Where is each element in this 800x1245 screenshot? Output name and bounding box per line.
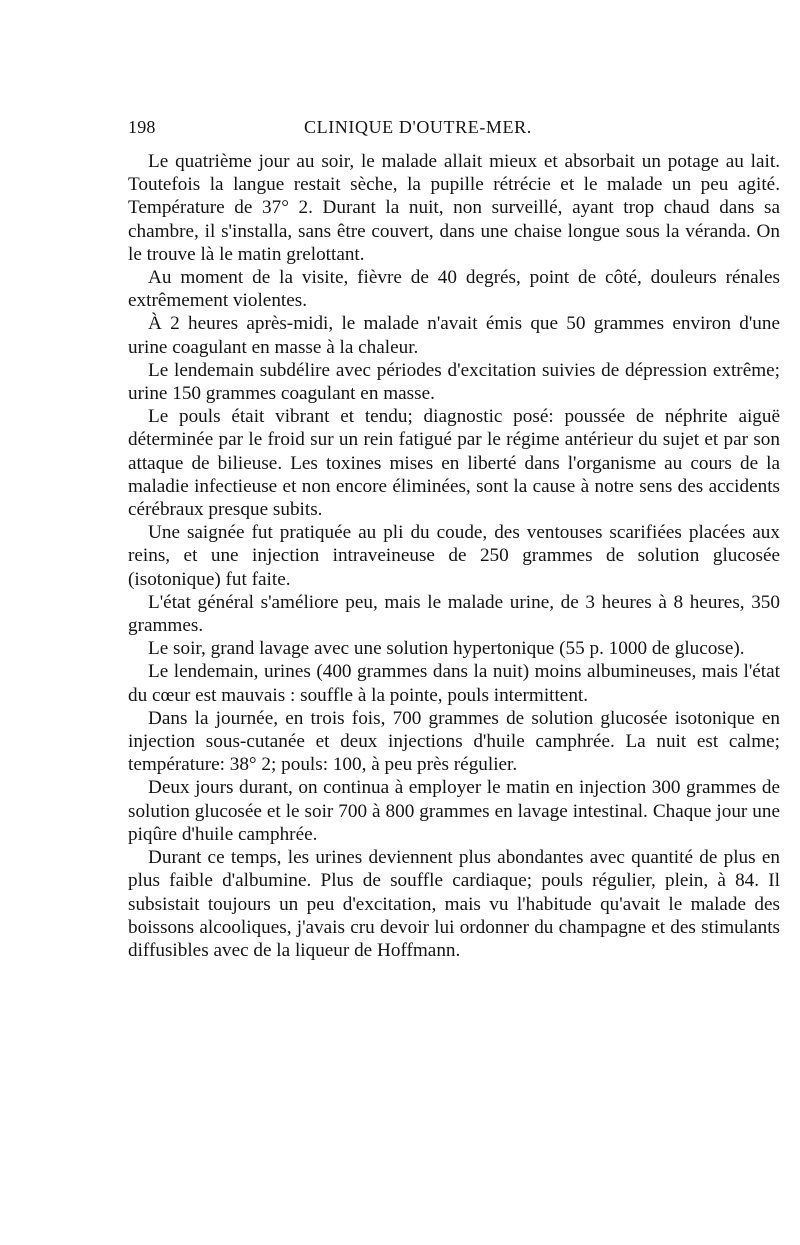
paragraph: Une saignée fut pratiquée au pli du coude, des ventouses scarifiées placées aux reins, et une injection intraveineuse de 250 grammes de solution glucosée (isotonique) fut faite.: [128, 522, 780, 590]
paragraph: L'état général s'améliore peu, mais le malade urine, de 3 heures à 8 heures, 350 grammes.: [128, 591, 780, 637]
paragraph: Deux jours durant, on continua à employer le matin en injection 300 grammes de solution glucosée et le soir 700 à 800 grammes en lavage intestinal. Chaque jour une piqûre d'huile camphrée.: [128, 777, 780, 845]
page-header: [128, 117, 780, 143]
paragraph: Le soir, grand lavage avec une solution hypertonique (55 p. 1000 de glucose).: [148, 638, 745, 660]
running-title: CLINIQUE D'OUTRE-MER.: [304, 117, 532, 137]
paragraph: Dans la journée, en trois fois, 700 grammes de solution glucosée isotonique en injection sous-cutanée et deux injections d'huile camphrée. La nuit est calme; température: 38° 2; pouls: 100, à peu près régulier.: [128, 707, 780, 776]
paragraph: Le pouls était vibrant et tendu; diagnostic posé: poussée de néphrite aiguë déterminée par le froid sur un rein fatigué par le régime antérieur du sujet et par son attaque de bilieuse. Les toxines mises en liberté dans l'organisme au cours de la maladie infectieuse et non encore éliminées, sont la cause à notre sens des accidents cérébraux presque subits.: [128, 406, 780, 521]
body-text: [128, 150, 780, 962]
paragraph: Le lendemain subdélire avec périodes d'excitation suivies de dépression extrême; urine 150 grammes coagulant en masse.: [128, 359, 780, 405]
paragraph: Au moment de la visite, fièvre de 40 degrés, point de côté, douleurs rénales extrêmement violentes.: [128, 267, 780, 312]
paragraph: Le quatrième jour au soir, le malade allait mieux et absorbait un potage au lait. Toutefois la langue restait sèche, la pupille rétrécie et le malade un peu agité. Température de 37° 2. Durant la nuit, non surveillé, ayant trop chaud dans sa chambre, il s'installa, sans être couvert, dans une chaise longue sous la véranda. On le trouve là le matin grelottant.: [128, 151, 780, 265]
page-number: 198: [128, 117, 156, 137]
paragraph: Le lendemain, urines (400 grammes dans la nuit) moins albumineuses, mais l'état du cœur est mauvais : souffle à la pointe, pouls intermittent.: [128, 661, 780, 706]
paragraph: À 2 heures après-midi, le malade n'avait émis que 50 grammes environ d'une urine coagulant en masse à la chaleur.: [128, 313, 780, 358]
paragraph: Durant ce temps, les urines deviennent plus abondantes avec quantité de plus en plus faible d'albumine. Plus de souffle cardiaque; pouls régulier, plein, à 84. Il subsistait toujours un peu d'excitation, mais vu l'habitude qu'avait le malade des boissons alcooliques, j'avais cru devoir lui ordonner du champagne et des stimulants diffusibles avec de la liqueur de Hoffmann.: [128, 847, 780, 961]
